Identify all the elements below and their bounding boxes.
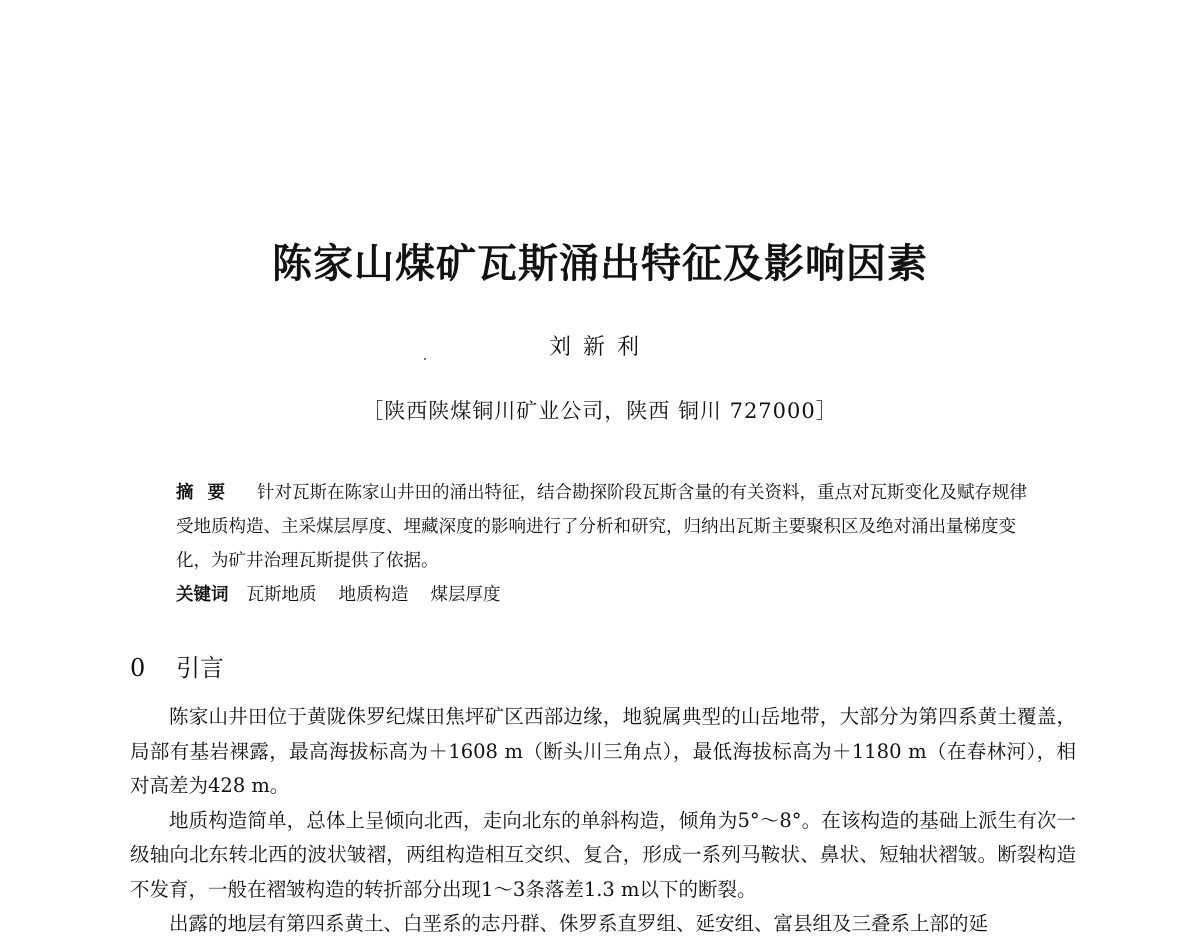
keyword-item: 瓦斯地质 bbox=[246, 585, 317, 605]
section-heading bbox=[130, 648, 224, 688]
abstract-paragraph bbox=[176, 476, 1036, 578]
body-text bbox=[130, 700, 1076, 942]
body-paragraph: 陈家山井田位于黄陇侏罗纪煤田焦坪矿区西部边缘，地貌属典型的山岳地带，大部分为第四系黄土覆盖，局部有基岩裸露，最高海拔标高为＋1608 m（断头川三角点），最低海拔标高为＋1180 m（在春林河），相对高差为428 m。 bbox=[130, 705, 1076, 797]
keyword-item: 煤层厚度 bbox=[430, 585, 501, 605]
abstract-text: 针对瓦斯在陈家山井田的涌出特征，结合勘探阶段瓦斯含量的有关资料，重点对瓦斯变化及赋存规律受地质构造、主采煤层厚度、埋藏深度的影响进行了分析和研究，归纳出瓦斯主要聚积区及绝对涌出量梯度变化，为矿井治理瓦斯提供了依据。 bbox=[176, 483, 1027, 571]
body-paragraph: 地质构造简单，总体上呈倾向北西，走向北东的单斜构造，倾角为5°～8°。在该构造的基础上派生有次一级轴向北东转北西的波状皱褶，两组构造相互交织、复合，形成一系列马鞍状、鼻状、短轴状褶皱。断裂构造不发育，一般在褶皱构造的转折部分出现1～3条落差1.3 m以下的断裂。 bbox=[130, 808, 1076, 901]
keywords-line bbox=[176, 578, 1036, 612]
author-name: 刘新利 bbox=[548, 335, 651, 360]
abstract-block bbox=[176, 476, 1036, 612]
abstract-label: 摘要 bbox=[176, 483, 239, 503]
paper-title: 陈家山煤矿瓦斯涌出特征及影响因素 bbox=[272, 241, 928, 287]
keywords-label: 关键词 bbox=[176, 585, 229, 605]
keyword-item: 地质构造 bbox=[338, 585, 409, 605]
author-affiliation: ［陕西陕煤铜川矿业公司，陕西 铜川 727000］ bbox=[362, 399, 838, 423]
section-title: 引言 bbox=[176, 654, 224, 682]
scan-speck bbox=[424, 358, 426, 360]
body-paragraph: 出露的地层有第四系黄土、白垩系的志丹群、侏罗系直罗组、延安组、富县组及三叠系上部的延 bbox=[169, 912, 989, 935]
section-number: 0 bbox=[130, 654, 146, 682]
